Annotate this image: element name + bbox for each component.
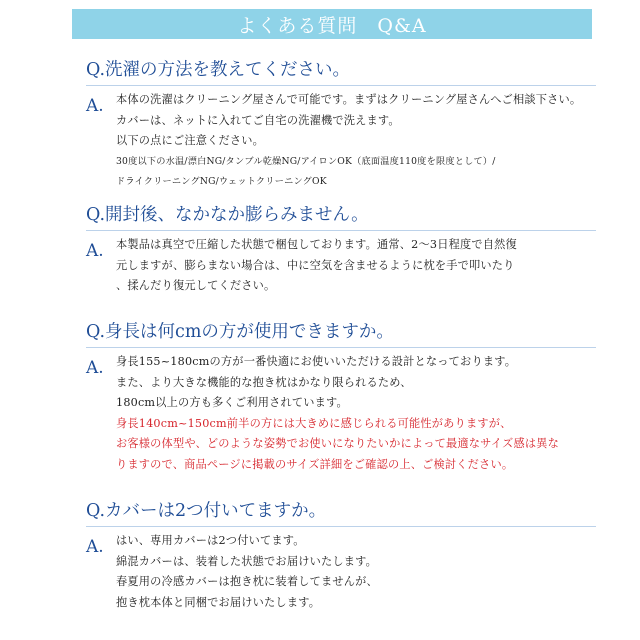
faq-question: Q.身長は何cmの方が使用できますか。 [86,320,596,348]
answer-line-warning: りますので、商品ページに掲載のサイズ詳細をご確認の上、ご検討ください。 [116,457,514,471]
answer-line: 元しますが、膨らまない場合は、中に空気を含ませるように枕を手で叩いたり [116,258,515,272]
answer-line: 春夏用の冷感カバーは抱き枕に装着してませんが、 [116,575,378,588]
answer-line: 180cm以上の方も多くご利用されています。 [116,396,348,409]
answer-mark: A. [86,537,104,557]
answer-line: また、より大きな機能的な抱き枕はかなり限られるため、 [116,375,412,389]
answer-line-warning: お客様の体型や、どのような姿勢でお使いになりたいかによって最適なサイズ感は異な [116,437,559,450]
answer-mark: A. [86,241,104,261]
faq-item-height [86,320,596,475]
faq-question: Q.カバーは2つ付いてますか。 [86,499,596,527]
answer-line: 、揉んだり復元してください。 [116,279,276,292]
faq-header-banner [72,9,592,39]
answer-line: 綿混カバーは、装着した状態でお届けいたします。 [116,554,378,568]
faq-answer [86,90,596,193]
faq-item-washing [86,58,596,193]
answer-line: 以下の点にご注意ください。 [116,134,265,147]
faq-answer [86,531,596,613]
answer-line-warning: 身長140cm~150cm前半の方には大きめに感じられる可能性がありますが、 [116,416,512,430]
faq-question: Q.開封後、なかなか膨らみません。 [86,203,596,231]
faq-answer [86,352,596,475]
answer-line: 本製品は真空で圧縮した状態で梱包しております。通常、2～3日程度で自然復 [116,238,517,251]
answer-line: 抱き枕本体と同梱でお届けいたします。 [116,595,321,609]
answer-line: 身長155~180cmの方が一番快適にお使いいただける設計となっております。 [116,355,517,368]
answer-mark: A. [86,96,104,116]
answer-line: 30度以下の水温/漂白NG/タンブル乾燥NG/アイロンOK（底面温度110度を限度として）/ [116,155,496,167]
faq-header-title: よくある質問 Q&A [237,14,427,37]
faq-answer [86,235,596,297]
answer-line: ドライクリーニングNG/ウェットクリーニングOK [116,176,327,187]
answer-line: カバーは、ネットに入れてご自宅の洗濯機で洗えます。 [116,113,400,127]
faq-question: Q.洗濯の方法を教えてください。 [86,58,596,86]
faq-item-inflation [86,203,596,297]
faq-item-covers [86,499,596,613]
answer-mark: A. [86,358,104,378]
answer-line: 本体の洗濯はクリーニング屋さんで可能です。まずはクリーニング屋さんへご相談下さい。 [116,93,582,106]
answer-line: はい、専用カバーは2つ付いてます。 [116,534,305,547]
